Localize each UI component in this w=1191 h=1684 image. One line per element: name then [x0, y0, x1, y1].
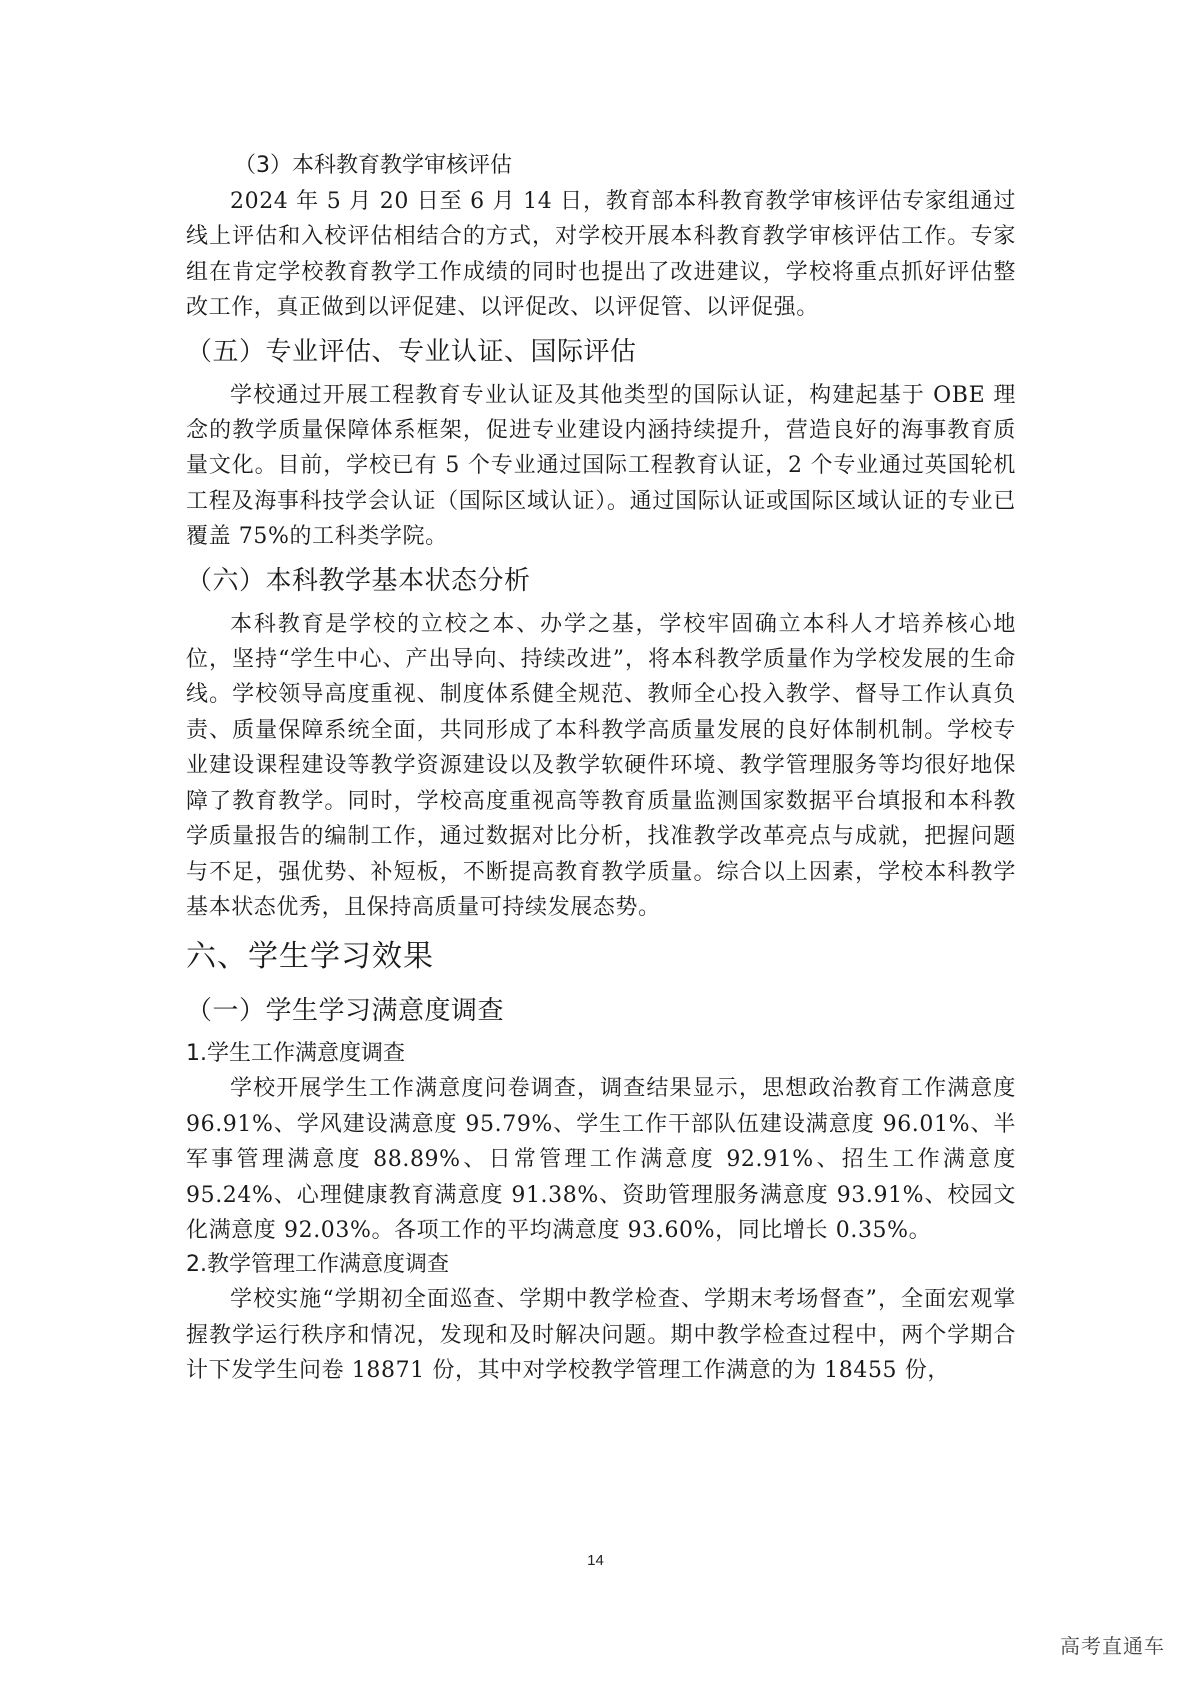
- chapter-6-heading: 六、学生学习效果: [186, 939, 434, 975]
- section-3-paragraph: 2024 年 5 月 20 日至 6 月 14 日，教育部本科教育教学审核评估专家组通过线上评估和入校评估相结合的方式，对学校开展本科教育教学审核评估工作。专家组在肯定学校教育教学工作成绩的同时也提出了改进建议，学校将重点抓好评估整改工作，真正做到以评促建、以评促改、以评促管、以评促强。: [186, 189, 1016, 321]
- item-1-paragraph: 学校开展学生工作满意度问卷调查，调查结果显示，思想政治教育工作满意度 96.91%、学风建设满意度 95.79%、学生工作干部队伍建设满意度 96.01%、半军事管理满意度 88.89%、日常管理工作满意度 92.91%、招生工作满意度 95.24%、心理健康教育满意度 91.38%、资助管理服务满意度 93.91%、校园文化满意度 92.03%。各项工作的平均满意度 93.60%，同比增长 0.35%。: [186, 1076, 1016, 1243]
- section-3-heading: （3）本科教育教学审核评估: [234, 153, 512, 178]
- section-wu-heading: （五）专业评估、专业认证、国际评估: [186, 336, 637, 367]
- item-2-paragraph: 学校实施“学期初全面巡查、学期中教学检查、学期末考场督查”，全面宏观掌握教学运行秩序和情况，发现和及时解决问题。期中教学检查过程中，两个学期合计下发学生问卷 18871 份，其中对学校教学管理工作满意的为 18455 份，: [186, 1287, 1016, 1384]
- item-1-heading: 1.学生工作满意度调查: [186, 1041, 405, 1067]
- section-liu-heading: （六）本科教学基本状态分析: [186, 565, 531, 596]
- watermark-text: 高考直通车: [1060, 1634, 1165, 1658]
- item-2-heading: 2.教学管理工作满意度调查: [186, 1252, 449, 1278]
- section-yi-heading: （一）学生学习满意度调查: [186, 996, 505, 1027]
- page-number: 14: [587, 1552, 604, 1569]
- section-liu-paragraph: 本科教育是学校的立校之本、办学之基，学校牢固确立本科人才培养核心地位，坚持“学生中心、产出导向、持续改进”，将本科教学质量作为学校发展的生命线。学校领导高度重视、制度体系健全规范、教师全心投入教学、督导工作认真负责、质量保障系统全面，共同形成了本科教学高质量发展的良好体制机制。学校专业建设课程建设等教学资源建设以及教学软硬件环境、教学管理服务等均很好地保障了教育教学。同时，学校高度重视高等教育质量监测国家数据平台填报和本科教学质量报告的编制工作，通过数据对比分析，找准教学改革亮点与成就，把握问题与不足，强优势、补短板，不断提高教育教学质量。综合以上因素，学校本科教学基本状态优秀，且保持高质量可持续发展态势。: [186, 611, 1016, 920]
- document-page: [186, 148, 1016, 1389]
- section-wu-paragraph: 学校通过开展工程教育专业认证及其他类型的国际认证，构建起基于 OBE 理念的教学质量保障体系框架，促进专业建设内涵持续提升，营造良好的海事教育质量文化。目前，学校已有 5 个专业通过国际工程教育认证，2 个专业通过英国轮机工程及海事科技学会认证（国际区域认证）。通过国际认证或国际区域认证的专业已覆盖 75%的工科类学院。: [186, 382, 1016, 550]
